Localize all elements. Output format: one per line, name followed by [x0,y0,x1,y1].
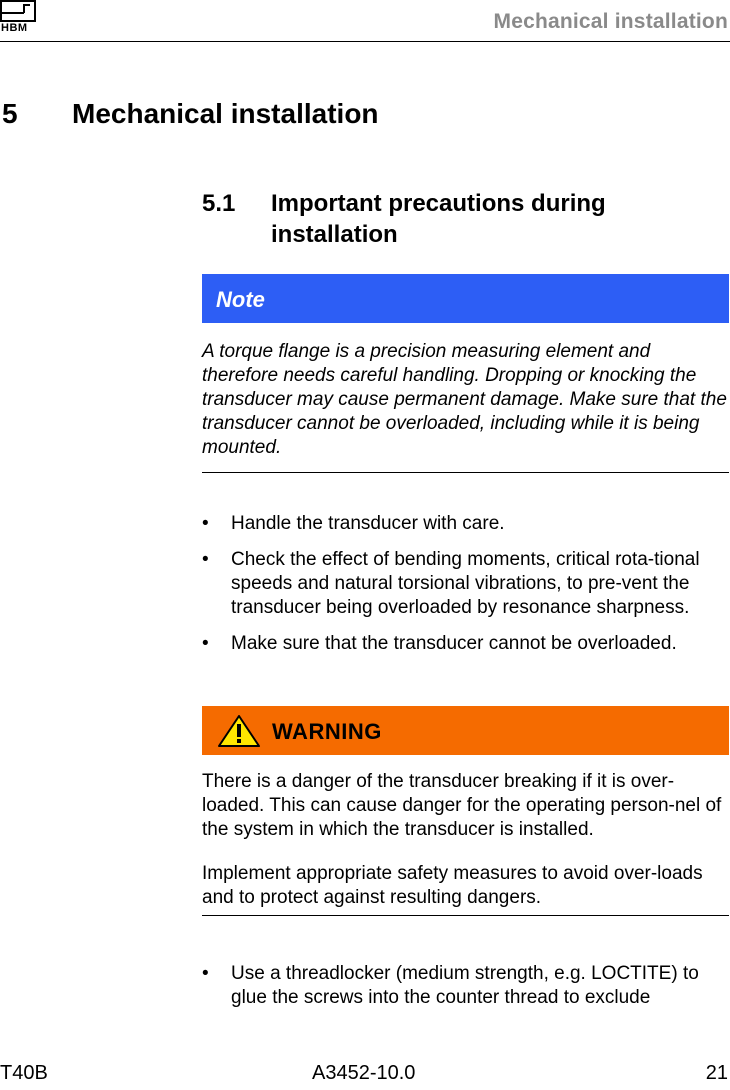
section-number: 5.1 [202,190,236,217]
section-title: Important precautions during installation [271,190,606,248]
bullet-symbol: • [202,633,209,654]
note-banner [202,274,729,323]
chapter-heading [2,98,379,130]
svg-text:HBM: HBM [1,22,28,32]
mounting-list [202,962,729,1022]
list-item [202,548,729,620]
warning-label: WARNING [272,719,382,744]
chapter-title: Mechanical installation [72,98,379,129]
list-item [202,632,729,656]
footer-document-number: A3452-10.0 [312,1062,416,1084]
chapter-number: 5 [2,98,18,129]
warning-triangle-icon [217,714,261,748]
header-divider [0,41,730,42]
bullet-symbol: • [202,549,209,570]
bullet-symbol: • [202,963,209,984]
list-item [202,962,729,1010]
list-item [202,512,729,536]
warning-text: Implement appropriate safety measures to avoid over-loads and to protect against resulting dangers. [202,863,703,908]
header-title: Mechanical installation [493,10,728,33]
list-item-text: Check the effect of bending moments, critical rota-tional speeds and natural torsional vibrations, to pre-vent the transducer being overloaded by resonance sharpness. [231,549,700,618]
list-item-text: Handle the transducer with care. [231,513,505,534]
note-text: A torque flange is a precision measuring element and therefore needs careful handling. Dropping or knocking the transducer may cause permanent damage. Make sure that the transducer cannot be overloaded, including while it is being mounted. [202,341,727,458]
warning-text: There is a danger of the transducer breaking if it is over-loaded. This can cause danger for the operating person-nel of the system in which the transducer is installed. [202,771,722,840]
note-divider [202,472,729,473]
page-number: 21 [705,1062,728,1084]
footer-product: T40B [0,1062,48,1084]
warning-banner [202,706,729,755]
note-label: Note [216,287,265,312]
hbm-logo [0,0,40,32]
bullet-symbol: • [202,513,209,534]
precaution-list [202,512,729,668]
list-item-text: Make sure that the transducer cannot be overloaded. [231,633,677,654]
warning-divider [202,915,729,916]
list-item-text: Use a threadlocker (medium strength, e.g. LOCTITE) to glue the screws into the counter thread to exclude [231,963,699,1008]
